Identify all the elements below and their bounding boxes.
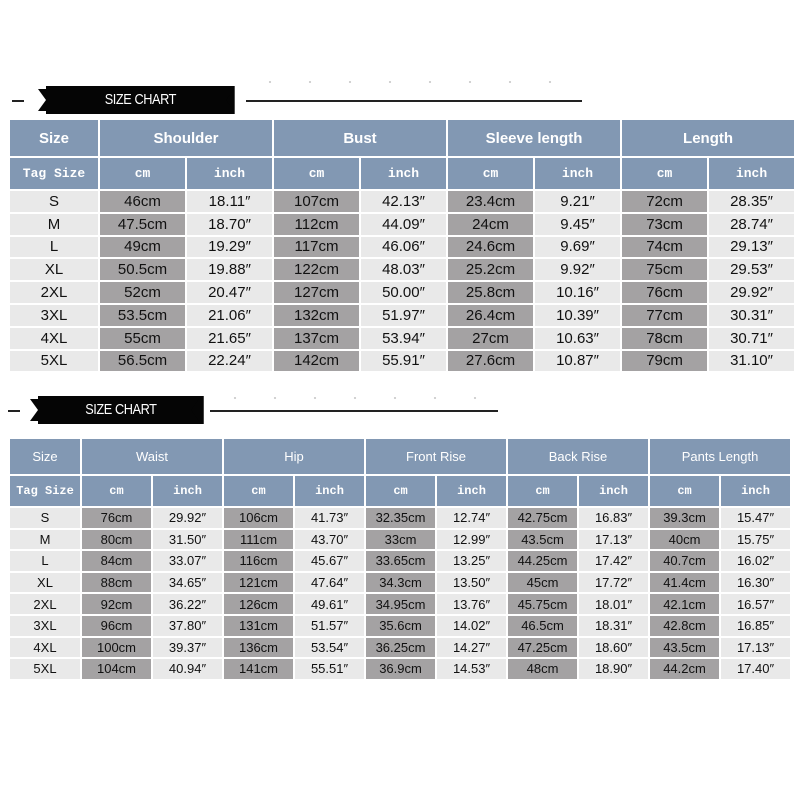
- cm-value: 117cm: [274, 237, 359, 258]
- inch-value: 18.11″: [187, 191, 272, 212]
- cm-value: 79cm: [622, 351, 707, 372]
- table-row: [10, 508, 790, 528]
- inch-value: 29.92″: [709, 282, 794, 303]
- inch-value: 22.24″: [187, 351, 272, 372]
- inch-value: 10.16″: [535, 282, 620, 303]
- inch-value: 9.69″: [535, 237, 620, 258]
- cm-value: 76cm: [82, 508, 151, 528]
- inch-value: 16.85″: [721, 616, 790, 636]
- size-label: 2XL: [10, 594, 80, 614]
- cm-value: 34.95cm: [366, 594, 435, 614]
- inch-value: 13.76″: [437, 594, 506, 614]
- inch-value: 18.31″: [579, 616, 648, 636]
- cm-value: 126cm: [224, 594, 293, 614]
- inch-value: 21.65″: [187, 328, 272, 349]
- inch-value: 14.53″: [437, 659, 506, 679]
- cm-value: 32.35cm: [366, 508, 435, 528]
- cm-value: 23.4cm: [448, 191, 533, 212]
- unit-inch: inch: [535, 158, 620, 189]
- table-row: [10, 616, 790, 636]
- inch-value: 39.37″: [153, 638, 222, 658]
- size-label: M: [10, 214, 98, 235]
- inch-value: 10.39″: [535, 305, 620, 326]
- unit-inch: inch: [295, 476, 364, 506]
- unit-cm: cm: [508, 476, 577, 506]
- cm-value: 27.6cm: [448, 351, 533, 372]
- cm-value: 141cm: [224, 659, 293, 679]
- cm-value: 45cm: [508, 573, 577, 593]
- inch-value: 17.42″: [579, 551, 648, 571]
- inch-value: 10.63″: [535, 328, 620, 349]
- cm-value: 44.25cm: [508, 551, 577, 571]
- table-row: [10, 573, 790, 593]
- size-label: S: [10, 508, 80, 528]
- inch-value: 51.57″: [295, 616, 364, 636]
- inch-value: 43.70″: [295, 530, 364, 550]
- cm-value: 35.6cm: [366, 616, 435, 636]
- inch-value: 15.47″: [721, 508, 790, 528]
- pants-size-table: [8, 437, 792, 681]
- inch-value: 16.02″: [721, 551, 790, 571]
- waist-header: Waist: [82, 439, 222, 474]
- cm-value: 46.5cm: [508, 616, 577, 636]
- size-label: 5XL: [10, 659, 80, 679]
- inch-value: 51.97″: [361, 305, 446, 326]
- cm-value: 72cm: [622, 191, 707, 212]
- cm-value: 34.3cm: [366, 573, 435, 593]
- unit-inch: inch: [709, 158, 794, 189]
- cm-value: 25.8cm: [448, 282, 533, 303]
- cm-value: 36.25cm: [366, 638, 435, 658]
- size-chart-banner: [8, 396, 508, 426]
- inch-value: 13.25″: [437, 551, 506, 571]
- inch-value: 17.13″: [721, 638, 790, 658]
- inch-value: 50.00″: [361, 282, 446, 303]
- cm-value: 52cm: [100, 282, 185, 303]
- unit-cm: cm: [448, 158, 533, 189]
- inch-value: 40.94″: [153, 659, 222, 679]
- unit-cm: cm: [274, 158, 359, 189]
- size-label: XL: [10, 573, 80, 593]
- unit-cm: cm: [366, 476, 435, 506]
- inch-value: 13.50″: [437, 573, 506, 593]
- cm-value: 53.5cm: [100, 305, 185, 326]
- inch-value: 17.72″: [579, 573, 648, 593]
- cm-value: 77cm: [622, 305, 707, 326]
- size-label: 2XL: [10, 282, 98, 303]
- unit-inch: inch: [153, 476, 222, 506]
- cm-value: 42.8cm: [650, 616, 719, 636]
- cm-value: 137cm: [274, 328, 359, 349]
- inch-value: 14.02″: [437, 616, 506, 636]
- table-row: [10, 328, 794, 349]
- cm-value: 40cm: [650, 530, 719, 550]
- inch-value: 18.70″: [187, 214, 272, 235]
- table-row: [10, 237, 794, 258]
- cm-value: 74cm: [622, 237, 707, 258]
- cm-value: 100cm: [82, 638, 151, 658]
- pants-length-header: Pants Length: [650, 439, 790, 474]
- inch-value: 29.92″: [153, 508, 222, 528]
- cm-value: 142cm: [274, 351, 359, 372]
- unit-inch: inch: [437, 476, 506, 506]
- unit-inch: inch: [721, 476, 790, 506]
- table-row: [10, 659, 790, 679]
- cm-value: 43.5cm: [508, 530, 577, 550]
- inch-value: 53.54″: [295, 638, 364, 658]
- cm-value: 127cm: [274, 282, 359, 303]
- table-row: [10, 594, 790, 614]
- banner-title: SIZE CHART: [46, 86, 235, 114]
- unit-cm: cm: [82, 476, 151, 506]
- cm-value: 24cm: [448, 214, 533, 235]
- table-row: [10, 530, 790, 550]
- table-row: [10, 214, 794, 235]
- table-row: [10, 191, 794, 212]
- size-label: 5XL: [10, 351, 98, 372]
- table-row: [10, 282, 794, 303]
- inch-value: 9.92″: [535, 259, 620, 280]
- inch-value: 37.80″: [153, 616, 222, 636]
- inch-value: 31.10″: [709, 351, 794, 372]
- table-row: [10, 305, 794, 326]
- size-label: S: [10, 191, 98, 212]
- cm-value: 107cm: [274, 191, 359, 212]
- cm-value: 116cm: [224, 551, 293, 571]
- table-row: [10, 638, 790, 658]
- inch-value: 19.29″: [187, 237, 272, 258]
- cm-value: 92cm: [82, 594, 151, 614]
- cm-value: 27cm: [448, 328, 533, 349]
- cm-value: 104cm: [82, 659, 151, 679]
- inch-value: 12.74″: [437, 508, 506, 528]
- unit-cm: cm: [100, 158, 185, 189]
- unit-cm: cm: [650, 476, 719, 506]
- unit-cm: cm: [224, 476, 293, 506]
- unit-inch: inch: [187, 158, 272, 189]
- inch-value: 10.87″: [535, 351, 620, 372]
- inch-value: 47.64″: [295, 573, 364, 593]
- cm-value: 112cm: [274, 214, 359, 235]
- inch-value: 17.13″: [579, 530, 648, 550]
- inch-value: 42.13″: [361, 191, 446, 212]
- banner-title: SIZE CHART: [38, 396, 204, 424]
- unit-cm: cm: [622, 158, 707, 189]
- inch-value: 18.60″: [579, 638, 648, 658]
- cm-value: 50.5cm: [100, 259, 185, 280]
- cm-value: 96cm: [82, 616, 151, 636]
- inch-value: 30.71″: [709, 328, 794, 349]
- unit-inch: inch: [361, 158, 446, 189]
- inch-value: 29.53″: [709, 259, 794, 280]
- size-label: 4XL: [10, 638, 80, 658]
- cm-value: 48cm: [508, 659, 577, 679]
- cm-value: 122cm: [274, 259, 359, 280]
- size-label: 4XL: [10, 328, 98, 349]
- cm-value: 42.75cm: [508, 508, 577, 528]
- cm-value: 78cm: [622, 328, 707, 349]
- size-chart-banner: [12, 86, 592, 116]
- size-label: 3XL: [10, 305, 98, 326]
- size-header: Size: [10, 120, 98, 156]
- inch-value: 44.09″: [361, 214, 446, 235]
- cm-value: 121cm: [224, 573, 293, 593]
- inch-value: 48.03″: [361, 259, 446, 280]
- cm-value: 42.1cm: [650, 594, 719, 614]
- table-row: [10, 351, 794, 372]
- inch-value: 45.67″: [295, 551, 364, 571]
- cm-value: 33cm: [366, 530, 435, 550]
- cm-value: 75cm: [622, 259, 707, 280]
- inch-value: 34.65″: [153, 573, 222, 593]
- size-header: Size: [10, 439, 80, 474]
- cm-value: 36.9cm: [366, 659, 435, 679]
- inch-value: 29.13″: [709, 237, 794, 258]
- unit-inch: inch: [579, 476, 648, 506]
- inch-value: 36.22″: [153, 594, 222, 614]
- tag-size-label: Tag Size: [10, 476, 80, 506]
- inch-value: 55.91″: [361, 351, 446, 372]
- inch-value: 14.27″: [437, 638, 506, 658]
- cm-value: 136cm: [224, 638, 293, 658]
- inch-value: 17.40″: [721, 659, 790, 679]
- cm-value: 131cm: [224, 616, 293, 636]
- cm-value: 40.7cm: [650, 551, 719, 571]
- tag-size-label: Tag Size: [10, 158, 98, 189]
- sleeve-length-header: Sleeve length: [448, 120, 620, 156]
- cm-value: 88cm: [82, 573, 151, 593]
- cm-value: 26.4cm: [448, 305, 533, 326]
- inch-value: 21.06″: [187, 305, 272, 326]
- table-row: [10, 551, 790, 571]
- inch-value: 46.06″: [361, 237, 446, 258]
- inch-value: 16.83″: [579, 508, 648, 528]
- bust-header: Bust: [274, 120, 446, 156]
- table-row: [10, 259, 794, 280]
- cm-value: 41.4cm: [650, 573, 719, 593]
- inch-value: 18.90″: [579, 659, 648, 679]
- size-label: XL: [10, 259, 98, 280]
- cm-value: 76cm: [622, 282, 707, 303]
- cm-value: 43.5cm: [650, 638, 719, 658]
- cm-value: 39.3cm: [650, 508, 719, 528]
- decorative-dots: [250, 81, 580, 83]
- cm-value: 46cm: [100, 191, 185, 212]
- size-label: L: [10, 551, 80, 571]
- cm-value: 24.6cm: [448, 237, 533, 258]
- size-label: M: [10, 530, 80, 550]
- inch-value: 41.73″: [295, 508, 364, 528]
- cm-value: 73cm: [622, 214, 707, 235]
- inch-value: 18.01″: [579, 594, 648, 614]
- cm-value: 44.2cm: [650, 659, 719, 679]
- front-rise-header: Front Rise: [366, 439, 506, 474]
- cm-value: 55cm: [100, 328, 185, 349]
- cm-value: 111cm: [224, 530, 293, 550]
- inch-value: 28.35″: [709, 191, 794, 212]
- inch-value: 9.21″: [535, 191, 620, 212]
- size-label: 3XL: [10, 616, 80, 636]
- cm-value: 80cm: [82, 530, 151, 550]
- hip-header: Hip: [224, 439, 364, 474]
- inch-value: 33.07″: [153, 551, 222, 571]
- shoulder-header: Shoulder: [100, 120, 272, 156]
- cm-value: 47.5cm: [100, 214, 185, 235]
- inch-value: 49.61″: [295, 594, 364, 614]
- inch-value: 20.47″: [187, 282, 272, 303]
- inch-value: 9.45″: [535, 214, 620, 235]
- cm-value: 45.75cm: [508, 594, 577, 614]
- size-label: L: [10, 237, 98, 258]
- cm-value: 25.2cm: [448, 259, 533, 280]
- back-rise-header: Back Rise: [508, 439, 648, 474]
- cm-value: 132cm: [274, 305, 359, 326]
- cm-value: 56.5cm: [100, 351, 185, 372]
- cm-value: 49cm: [100, 237, 185, 258]
- inch-value: 53.94″: [361, 328, 446, 349]
- inch-value: 30.31″: [709, 305, 794, 326]
- inch-value: 31.50″: [153, 530, 222, 550]
- inch-value: 16.30″: [721, 573, 790, 593]
- inch-value: 12.99″: [437, 530, 506, 550]
- length-header: Length: [622, 120, 794, 156]
- inch-value: 15.75″: [721, 530, 790, 550]
- cm-value: 106cm: [224, 508, 293, 528]
- inch-value: 16.57″: [721, 594, 790, 614]
- inch-value: 55.51″: [295, 659, 364, 679]
- cm-value: 33.65cm: [366, 551, 435, 571]
- inch-value: 19.88″: [187, 259, 272, 280]
- cm-value: 47.25cm: [508, 638, 577, 658]
- cm-value: 84cm: [82, 551, 151, 571]
- top-size-table: [8, 118, 796, 373]
- inch-value: 28.74″: [709, 214, 794, 235]
